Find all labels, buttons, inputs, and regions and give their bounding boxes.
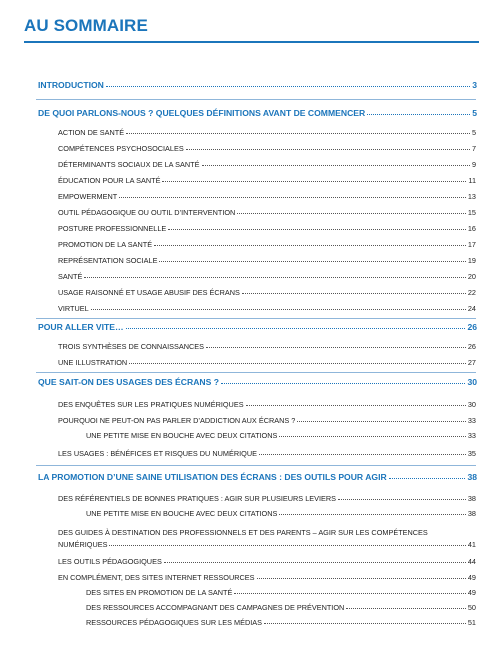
- toc-page: 11: [468, 176, 476, 185]
- dot-leader: [119, 197, 466, 198]
- toc-subitem[interactable]: [86, 618, 476, 627]
- dot-leader: [221, 383, 465, 384]
- dot-leader: [154, 245, 466, 246]
- toc-label: POSTURE PROFESSIONNELLE: [58, 224, 167, 233]
- dot-leader: [257, 578, 466, 579]
- dot-leader: [246, 405, 466, 406]
- toc-item[interactable]: [58, 144, 476, 153]
- section-divider: [36, 99, 476, 100]
- toc-label: VIRTUEL: [58, 304, 89, 313]
- toc-label: POURQUOI NE PEUT-ON PAS PARLER D’ADDICTION AUX ÉCRANS ?: [58, 416, 296, 425]
- toc-page: 49: [467, 573, 476, 582]
- toc-label: LA PROMOTION D’UNE SAINE UTILISATION DES ÉCRANS : DES OUTILS POUR AGIR: [38, 472, 387, 482]
- toc-section-definitions[interactable]: [38, 108, 477, 118]
- dot-leader: [206, 347, 466, 348]
- toc-page: 26: [467, 342, 476, 351]
- dot-leader: [84, 277, 466, 278]
- toc-page: 20: [467, 272, 476, 281]
- toc-page: 19: [467, 256, 476, 265]
- toc-item[interactable]: [58, 224, 476, 233]
- toc-page: 33: [467, 431, 476, 440]
- toc-page: 44: [467, 557, 476, 566]
- dot-leader: [91, 309, 466, 310]
- toc-item[interactable]: [58, 573, 476, 582]
- toc-label: OUTIL PÉDAGOGIQUE OU OUTIL D’INTERVENTION: [58, 208, 236, 217]
- toc-label: TROIS SYNTHÈSES DE CONNAISSANCES: [58, 342, 204, 351]
- dot-leader: [389, 478, 466, 479]
- toc-page: 7: [471, 144, 476, 153]
- toc-label: EN COMPLÉMENT, DES SITES INTERNET RESSOURCES: [58, 573, 255, 582]
- toc-item-line1[interactable]: DES GUIDES À DESTINATION DES PROFESSIONNELS ET DES PARENTS – AGIR SUR LES COMPÉTENCES: [58, 528, 428, 537]
- dot-leader: [159, 261, 465, 262]
- toc-label: DES RÉFÉRENTIELS DE BONNES PRATIQUES : AGIR SUR PLUSIEURS LEVIERS: [58, 494, 337, 503]
- toc-label: LES OUTILS PÉDAGOGIQUES: [58, 557, 162, 566]
- dot-leader: [106, 86, 470, 87]
- toc-item[interactable]: [58, 240, 476, 249]
- section-divider: [36, 372, 476, 373]
- toc-page: 33: [467, 416, 476, 425]
- toc-item[interactable]: [58, 208, 476, 217]
- toc-label: ÉDUCATION POUR LA SANTÉ: [58, 176, 161, 185]
- toc-item[interactable]: [58, 192, 476, 201]
- dot-leader: [234, 593, 466, 594]
- toc-item[interactable]: [58, 304, 476, 313]
- toc-item[interactable]: [58, 494, 476, 503]
- toc-label: RESSOURCES PÉDAGOGIQUES SUR LES MÉDIAS: [86, 618, 262, 627]
- dot-leader: [346, 608, 466, 609]
- toc-label: UNE ILLUSTRATION: [58, 358, 128, 367]
- toc-page: 38: [467, 509, 476, 518]
- toc-label: POUR ALLER VITE…: [38, 322, 124, 332]
- toc-page: 50: [467, 603, 476, 612]
- toc-item[interactable]: [58, 288, 476, 297]
- toc-label: QUE SAIT-ON DES USAGES DES ÉCRANS ?: [38, 377, 219, 387]
- dot-leader: [367, 114, 470, 115]
- toc-page: 38: [467, 494, 476, 503]
- toc-item[interactable]: [58, 176, 476, 185]
- toc-item[interactable]: [58, 272, 476, 281]
- dot-leader: [168, 229, 466, 230]
- toc-page: 17: [467, 240, 476, 249]
- toc-page: 5: [472, 108, 477, 118]
- toc-item[interactable]: [58, 400, 476, 409]
- dot-leader: [162, 181, 466, 182]
- dot-leader: [242, 293, 466, 294]
- toc-page: 3: [472, 80, 477, 90]
- toc-label: REPRÉSENTATION SOCIALE: [58, 256, 158, 265]
- toc-page: 22: [467, 288, 476, 297]
- section-divider: [36, 465, 476, 466]
- toc-subitem[interactable]: [86, 431, 476, 440]
- dot-leader: [164, 562, 466, 563]
- toc-section-introduction[interactable]: [38, 80, 477, 90]
- toc-item[interactable]: [58, 160, 476, 169]
- toc-page: 26: [467, 322, 477, 332]
- toc-label: ACTION DE SANTÉ: [58, 128, 125, 137]
- toc-section-promotion[interactable]: [38, 472, 477, 482]
- dot-leader: [338, 499, 466, 500]
- dot-leader: [129, 363, 466, 364]
- toc-label: SANTÉ: [58, 272, 83, 281]
- toc-label: USAGE RAISONNÉ ET USAGE ABUSIF DES ÉCRANS: [58, 288, 240, 297]
- toc-section-usages-ecrans[interactable]: [38, 377, 477, 387]
- toc-label: DES ENQUÊTES SUR LES PRATIQUES NUMÉRIQUES: [58, 400, 244, 409]
- dot-leader: [186, 149, 470, 150]
- dot-leader: [264, 623, 466, 624]
- toc-page: 24: [467, 304, 476, 313]
- dot-leader: [202, 165, 470, 166]
- toc-label: UNE PETITE MISE EN BOUCHE AVEC DEUX CITATIONS: [86, 509, 278, 518]
- toc-page: 15: [467, 208, 476, 217]
- toc-label: DES SITES EN PROMOTION DE LA SANTÉ: [86, 588, 233, 597]
- dot-leader: [259, 454, 466, 455]
- toc-page: 41: [467, 540, 476, 549]
- toc-subitem[interactable]: [86, 603, 476, 612]
- toc-item[interactable]: [58, 358, 476, 367]
- toc-subitem[interactable]: [86, 509, 476, 518]
- section-divider: [36, 318, 476, 319]
- toc-label: DES RESSOURCES ACCOMPAGNANT DES CAMPAGNES DE PRÉVENTION: [86, 603, 345, 612]
- toc-page: 30: [467, 400, 476, 409]
- toc-label: COMPÉTENCES PSYCHOSOCIALES: [58, 144, 184, 153]
- toc-label: DE QUOI PARLONS-NOUS ? QUELQUES DÉFINITIONS AVANT DE COMMENCER: [38, 108, 366, 118]
- dot-leader: [109, 545, 465, 546]
- dot-leader: [126, 133, 470, 134]
- toc-page: 30: [467, 377, 477, 387]
- toc-label: INTRODUCTION: [38, 80, 104, 90]
- page-title: AU SOMMAIRE: [24, 16, 148, 35]
- toc-item[interactable]: [58, 540, 476, 549]
- dot-leader: [237, 213, 466, 214]
- toc-label: LES USAGES : BÉNÉFICES ET RISQUES DU NUMÉRIQUE: [58, 449, 257, 458]
- toc-item[interactable]: [58, 416, 476, 425]
- toc-page: 51: [467, 618, 476, 627]
- toc-label: EMPOWERMENT: [58, 192, 118, 201]
- toc-page: 16: [467, 224, 476, 233]
- toc-item[interactable]: [58, 557, 476, 566]
- toc-item[interactable]: [58, 128, 476, 137]
- toc-page: 49: [467, 588, 476, 597]
- toc-item[interactable]: [58, 256, 476, 265]
- toc-page: 38: [467, 472, 477, 482]
- toc-page: 35: [467, 449, 476, 458]
- toc-page: 27: [467, 358, 476, 367]
- toc-label: PROMOTION DE LA SANTÉ: [58, 240, 153, 249]
- toc-page: 5: [471, 128, 476, 137]
- dot-leader: [297, 421, 466, 422]
- dot-leader: [279, 436, 466, 437]
- dot-leader: [279, 514, 466, 515]
- toc-item[interactable]: [58, 449, 476, 458]
- toc-label: NUMÉRIQUES: [58, 540, 108, 549]
- dot-leader: [126, 328, 466, 329]
- toc-section-pour-aller-vite[interactable]: [38, 322, 477, 332]
- toc-subitem[interactable]: [86, 588, 476, 597]
- toc-page: 13: [467, 192, 476, 201]
- toc-page: 9: [471, 160, 476, 169]
- toc-label: DÉTERMINANTS SOCIAUX DE LA SANTÉ: [58, 160, 200, 169]
- toc-item[interactable]: [58, 342, 476, 351]
- toc-label: UNE PETITE MISE EN BOUCHE AVEC DEUX CITATIONS: [86, 431, 278, 440]
